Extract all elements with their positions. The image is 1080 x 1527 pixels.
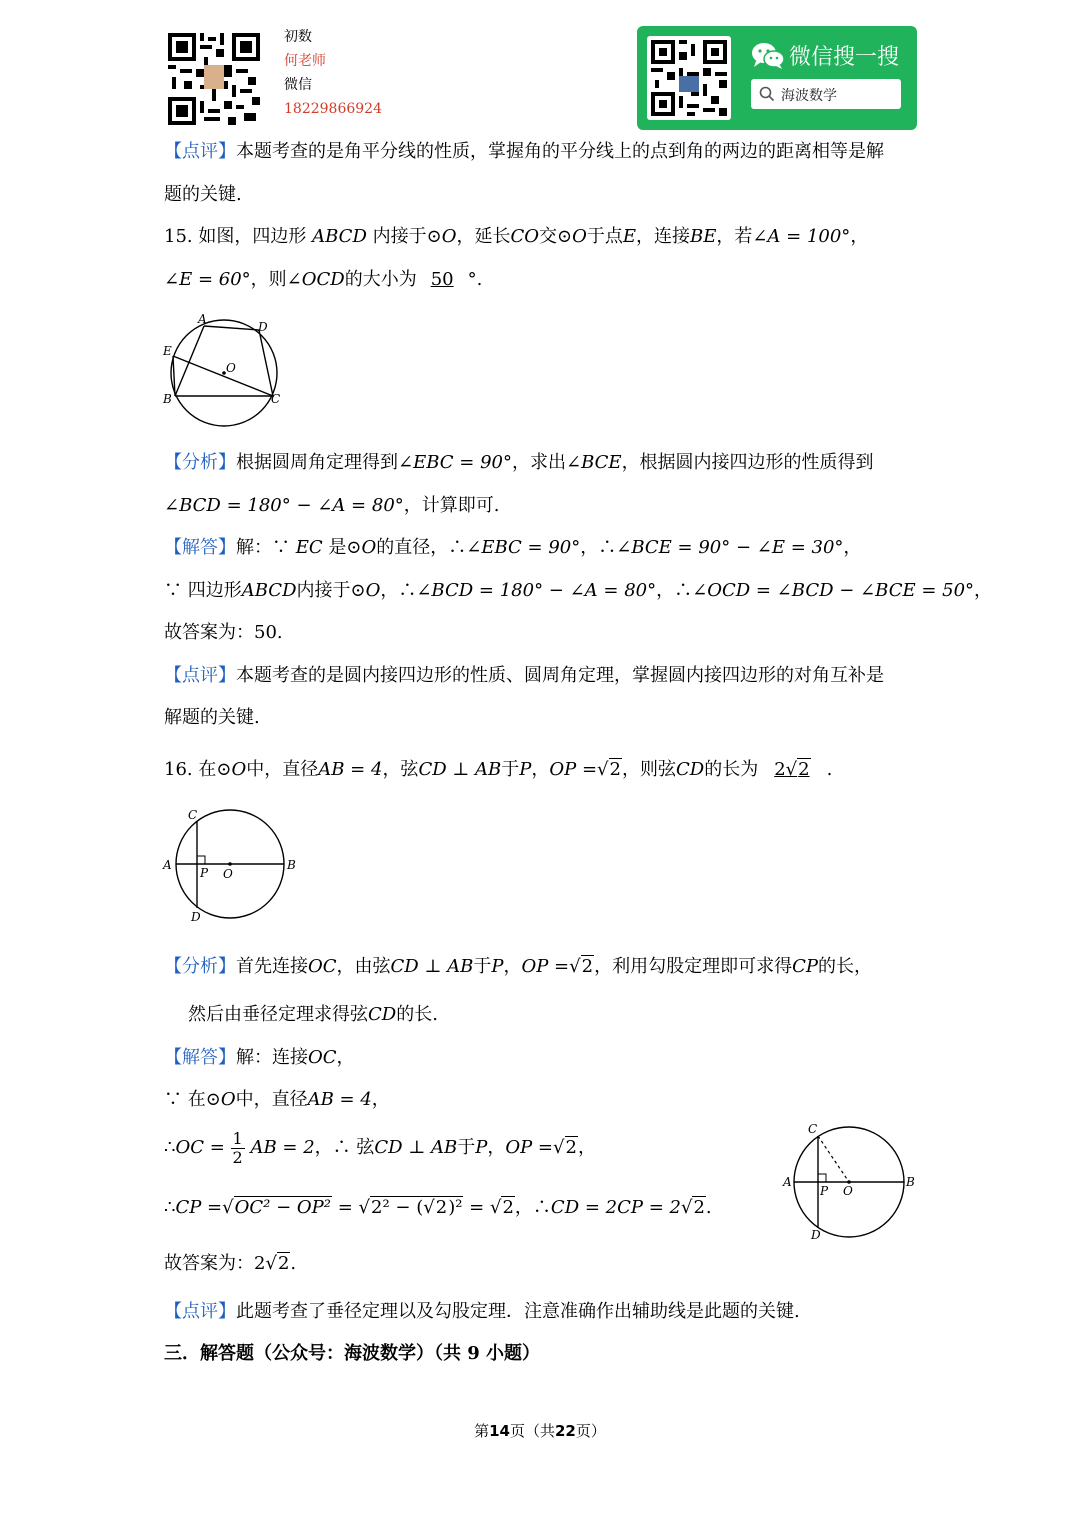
q16-label-C: C	[188, 808, 198, 822]
wechat-qr-code	[647, 36, 731, 120]
q16-sol-label-P: P	[820, 1184, 829, 1198]
q16-label-A: A	[163, 858, 172, 872]
q16-sol-label-A: A	[783, 1175, 792, 1189]
wechat-logo-icon	[751, 42, 785, 70]
page-total: 22	[555, 1422, 576, 1440]
page-number: 14	[489, 1422, 510, 1440]
q16-analysis-line1: 【分析】首先连接OC，由弦CD ⊥ AB于P，OP =√2，利用勾股定理即可求得CP的长，	[164, 956, 872, 977]
q15-solution-line3: 故答案为：50.	[164, 622, 283, 643]
q16-solution-line2: ∵ 在⊙O中，直径AB = 4，	[164, 1089, 390, 1110]
wechat-search-box[interactable]	[751, 79, 901, 109]
contact-line-3: 微信	[284, 77, 312, 93]
q16-solution-figure	[780, 1120, 920, 1245]
q15-comment-line2: 解题的关键.	[164, 707, 260, 728]
q15-stem-line2: ∠E = 60°，则∠OCD的大小为 50 °.	[164, 269, 483, 290]
contact-teacher-name: 何老师	[284, 53, 326, 69]
q16-label-B: B	[287, 858, 296, 872]
qr-code-left	[168, 33, 260, 125]
search-icon	[759, 86, 775, 102]
q15-label-O: O	[226, 361, 236, 375]
comment14-line2: 题的关键.	[164, 184, 242, 205]
q16-sol-label-D: D	[811, 1228, 821, 1242]
q16-solution-line1: 【解答】解：连接OC，	[164, 1047, 355, 1068]
q15-stem-line1: 15. 如图，四边形 ABCD 内接于⊙O，延长CO交⊙O于点E，连接BE，若∠A = 100°，	[164, 226, 869, 247]
q15-label-C: C	[271, 392, 281, 406]
q16-answer: 2√2	[774, 759, 810, 780]
q15-comment-line1: 【点评】本题考查的是圆内接四边形的性质、圆周角定理，掌握圆内接四边形的对角互补是	[164, 665, 884, 686]
page-footer: 第14页（共22页）	[474, 1422, 606, 1440]
comment14-line1: 【点评】本题考查的是角平分线的性质，掌握角的平分线上的点到角的两边的距离相等是解	[164, 141, 884, 162]
wechat-search-text: 海波数学	[781, 88, 837, 104]
q16-label-D: D	[191, 910, 201, 924]
q15-analysis-line1: 【分析】根据圆周角定理得到∠EBC = 90°，求出∠BCE，根据圆内接四边形的性质得到	[164, 452, 874, 473]
contact-line-1: 初数	[284, 29, 312, 45]
q15-analysis-line2: ∠BCD = 180° − ∠A = 80°，计算即可.	[164, 495, 500, 516]
q16-stem: 16. 在⊙O中，直径AB = 4，弦CD ⊥ AB于P，OP =√2，则弦CD的长为 2√2 .	[164, 759, 833, 780]
q16-analysis-line2: 然后由垂径定理求得弦CD的长.	[188, 1004, 438, 1025]
q15-label-A: A	[198, 312, 207, 326]
qr-code-icon	[647, 36, 731, 120]
q15-answer: 50	[430, 269, 454, 290]
q15-label-E: E	[163, 344, 172, 358]
fraction-one-half: $\frac{1}{2}$	[232, 1128, 243, 1167]
q16-solution-line5: 故答案为：2√2.	[164, 1253, 297, 1274]
q16-solution-line4: ∴CP =√OC² − OP² = √2² − (√2)² = √2，∴CD = 2CP = 2√2.	[164, 1197, 712, 1218]
wechat-search-title: 微信搜一搜	[789, 45, 900, 70]
q16-comment: 【点评】此题考查了垂径定理以及勾股定理．注意准确作出辅助线是此题的关键.	[164, 1301, 800, 1322]
section3-title: 三．解答题（公众号：海波数学）（共 9 小题）	[164, 1343, 541, 1364]
q16-sol-label-C: C	[808, 1122, 818, 1136]
q16-sol-label-B: B	[906, 1175, 915, 1189]
contact-phone: 18229866924	[284, 101, 382, 117]
q15-solution-line1: 【解答】解：∵ EC 是⊙O的直径，∴∠EBC = 90°，∴∠BCE = 90° − ∠E = 30°，	[164, 537, 862, 558]
qr-code-icon	[168, 33, 260, 125]
comment14-tag: 【点评】	[164, 141, 236, 162]
q16-solution-line3: ∴OC = $\frac{1}{2}$ AB = 2，∴ 弦CD ⊥ AB于P，OP =√2，	[164, 1128, 596, 1167]
q16-sol-label-O: O	[843, 1184, 853, 1198]
wechat-search-card	[637, 26, 917, 130]
q16-label-O: O	[223, 867, 233, 881]
q16-label-P: P	[200, 866, 209, 880]
q15-label-B: B	[163, 392, 172, 406]
q15-solution-line2: ∵ 四边形ABCD内接于⊙O，∴∠BCD = 180° − ∠A = 80°，∴∠OCD = ∠BCD − ∠BCE = 50°，	[164, 580, 993, 601]
q16-figure	[160, 805, 300, 927]
q15-label-D: D	[258, 320, 268, 334]
q15-figure	[158, 312, 288, 427]
